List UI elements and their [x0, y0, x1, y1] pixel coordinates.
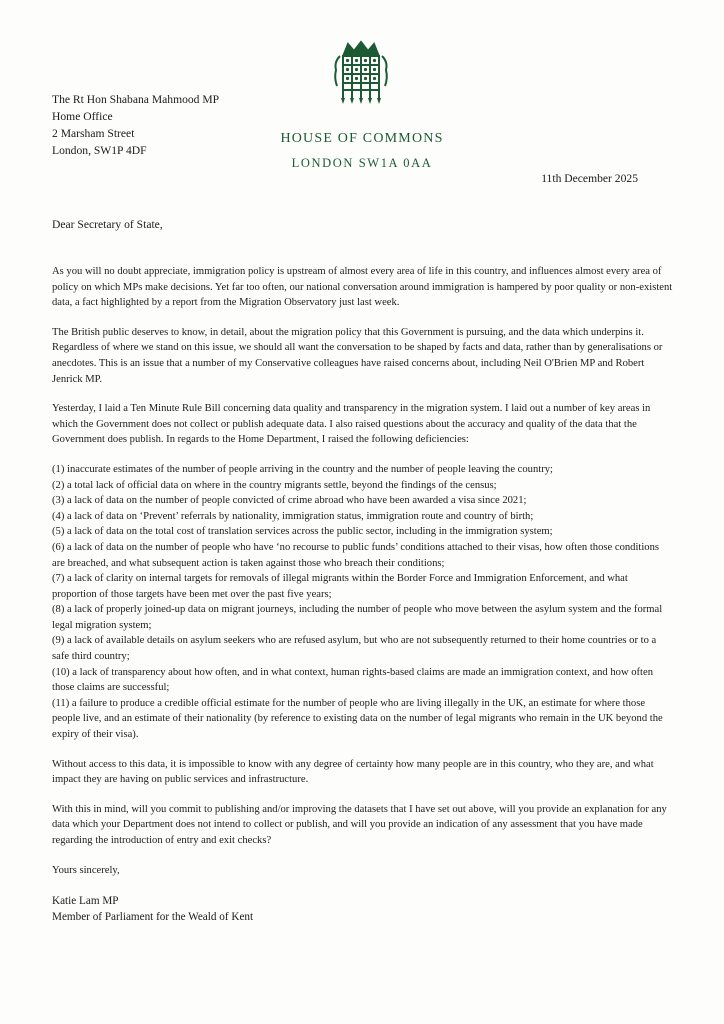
- list-item: (3) a lack of data on the number of people convicted of crime abroad who have been awarded a visa since 2021;: [52, 495, 527, 507]
- sign-off: Yours sincerely,: [52, 864, 120, 876]
- list-item: (4) a lack of data on ‘Prevent’ referrals by nationality, immigration status, immigration route and country of birth;: [52, 510, 534, 522]
- body-paragraph: Yesterday, I laid a Ten Minute Rule Bill concerning data quality and transparency in the migration system. I laid out a number of key areas in which the Government does not collect or publish adequate data. I also raised questions about the accuracy and quality of the data that the Government does publish. In regards to the Home Department, I raised the following deficiencies:: [52, 403, 651, 446]
- signature-role: Member of Parliament for the Weald of Kent: [52, 910, 254, 923]
- recipient-line: Home Office: [52, 110, 113, 123]
- recipient-line: 2 Marsham Street: [52, 127, 135, 140]
- body-paragraph: The British public deserves to know, in detail, about the migration policy that this Government is pursuing, and the data which underpins it. Regardless of where we stand on this issue, we should all want the conversation to be shaped by facts and data, rather than by generalisations or anecdotes. This is an issue that a number of my Conservative colleagues have raised concerns about, including Neil O'Brien MP and Robert Jenrick MP.: [52, 326, 663, 385]
- deficiency-list: [52, 462, 674, 743]
- letterhead-address: LONDON SW1A 0AA: [291, 156, 433, 170]
- list-item: (2) a total lack of official data on where in the country migrants settle, beyond the findings of the census;: [52, 479, 497, 491]
- body-paragraph: As you will no doubt appreciate, immigration policy is upstream of almost every area of life in this country, and influences almost every area of policy on which MPs make decisions. Yet far too often, our national conversation around immigration is hampered by poor quality or non-existent data, a fact highlighted by a report from the Migration Observatory just last week.: [52, 266, 673, 309]
- body-paragraph: With this in mind, will you commit to publishing and/or improving the datasets that I have set out above, will you provide an explanation for any data which your Department does not intend to collect or publish, and will you provide an indication of any assessment that you have made regarding the introduction of entry and exit checks?: [52, 803, 667, 846]
- list-item: (9) a lack of available details on asylum seekers who are refused asylum, but who are not subsequently returned to their home countries or to a safe third country;: [52, 635, 657, 663]
- letter-date: 11th December 2025: [541, 172, 638, 185]
- list-item: (8) a lack of properly joined-up data on migrant journeys, including the number of people who move between the asylum system and the formal legal migration system;: [52, 604, 663, 631]
- list-item: (1) inaccurate estimates of the number of people arriving in the country and the number of people leaving the country;: [52, 463, 553, 475]
- signature-name: Katie Lam MP: [52, 895, 119, 908]
- letterhead-title: HOUSE OF COMMONS: [280, 131, 444, 146]
- list-item: (11) a failure to produce a credible official estimate for the number of people who are living illegally in the UK, an estimate for where those people live, and an estimate of their nationality (by reference to existing data on the number of legal migrants who remain in the UK beyond the expiry of their visa).: [52, 697, 663, 741]
- letter-body: [52, 264, 674, 925]
- body-paragraph: Without access to this data, it is impossible to know with any degree of certainty how many people are in this country, who they are, and what impact they are having on public services and infrastructure.: [52, 758, 654, 786]
- list-item: (7) a lack of clarity on internal targets for removals of illegal migrants within the Border Force and Immigration Enforcement, and what proportion of those targets have been met over the past five years;: [52, 573, 628, 600]
- list-item: (10) a lack of transparency about how often, and in what context, human rights-based claims are made an immigration context, and how often those claims are successful;: [52, 666, 654, 694]
- recipient-line: The Rt Hon Shabana Mahmood MP: [52, 93, 220, 106]
- salutation: Dear Secretary of State,: [52, 218, 163, 231]
- recipient-line: London, SW1P 4DF: [52, 144, 147, 157]
- recipient-address: [52, 91, 219, 159]
- list-item: (6) a lack of data on the number of people who have ‘no recourse to public funds’ conditions attached to their visas, how often those conditions are breached, and what subsequent action is taken against those who breach their conditions;: [52, 541, 660, 569]
- list-item: (5) a lack of data on the total cost of translation services across the public sector, including in the immigration system;: [52, 526, 553, 538]
- portcullis-icon: [332, 40, 390, 110]
